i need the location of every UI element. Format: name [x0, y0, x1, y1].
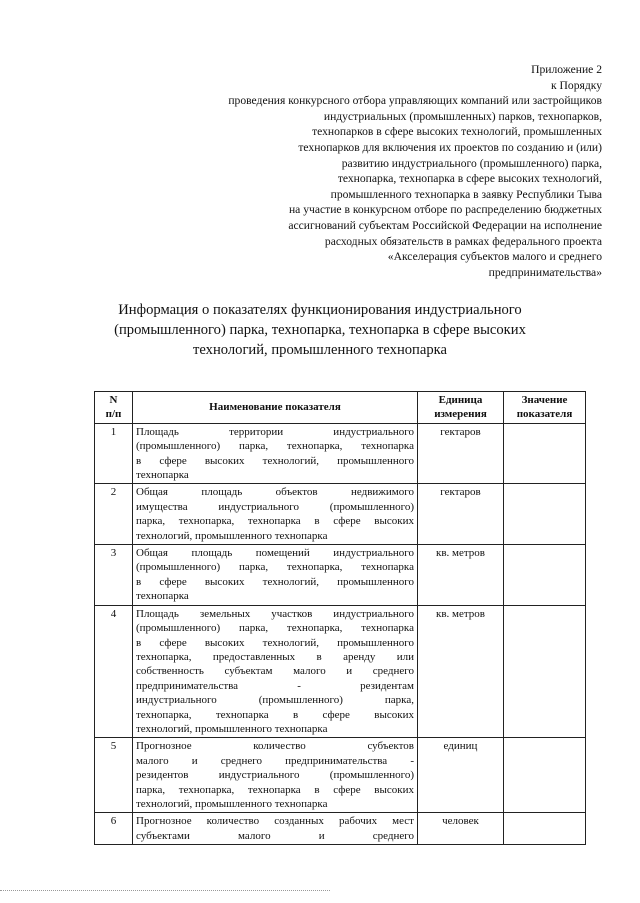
indicator-name-line: технопарка	[136, 590, 189, 603]
unit-of-measure: кв. метров	[418, 545, 504, 606]
unit-of-measure: гектаров	[418, 484, 504, 545]
appendix-line: к Порядку	[551, 78, 602, 92]
indicator-name	[133, 813, 418, 845]
appendix-line: промышленного технопарка в заявку Республики Тыва	[330, 187, 602, 201]
indicator-name	[133, 605, 418, 738]
indicator-name-line: технологий, промышленного технопарка	[136, 529, 328, 542]
table-row	[95, 545, 586, 606]
appendix-line: технопарка, технопарка в сфере высоких технологий,	[337, 172, 602, 186]
indicator-name-line: технологий, промышленного технопарка	[136, 797, 328, 810]
indicator-value	[504, 605, 586, 738]
table-row	[95, 738, 586, 813]
header-value-line1: Значение	[521, 394, 568, 406]
row-number: 2	[95, 484, 133, 545]
header-num	[95, 392, 133, 424]
unit-of-measure: кв. метров	[418, 605, 504, 738]
appendix-line: расходных обязательств в рамках федерального проекта	[324, 234, 602, 248]
appendix-line: на участие в конкурсном отборе по распределению бюджетных	[288, 203, 602, 217]
header-unit-line1: Единица	[438, 394, 483, 406]
indicator-name	[133, 423, 418, 484]
row-number: 4	[95, 605, 133, 738]
table-row	[95, 484, 586, 545]
indicator-name-line: в сфере высоких технологий, промышленного	[136, 636, 414, 649]
header-unit-line2: измерения	[434, 408, 487, 421]
indicator-name-line: технопарка	[136, 469, 189, 482]
indicator-name-line: субъектами малого и среднего	[136, 829, 414, 842]
appendix-line: Приложение 2	[531, 63, 602, 76]
row-number: 5	[95, 738, 133, 813]
indicator-name-line: резидентов индустриального (промышленного)	[136, 769, 414, 782]
indicator-name-line: Прогнозное количество созданных рабочих мест	[136, 815, 414, 828]
indicator-name-line: (промышленного) парка, технопарка, технопарка	[136, 622, 414, 635]
indicator-value	[504, 484, 586, 545]
indicator-name-line: Общая площадь помещений индустриального	[136, 547, 414, 560]
appendix-line: предпринимательства»	[488, 265, 602, 279]
indicator-name-line: в сфере высоких технологий, промышленного	[136, 575, 414, 588]
indicator-name-line: имущества индустриального (промышленного)	[136, 500, 414, 513]
indicator-value	[504, 423, 586, 484]
indicator-name-line: парка, технопарка, технопарка в сфере высоких	[136, 783, 414, 796]
indicator-name-line: парка, технопарка, технопарка в сфере высоких	[136, 515, 414, 528]
indicator-name	[133, 484, 418, 545]
appendix-line: развитию индустриального (промышленного) парка,	[341, 156, 602, 170]
indicator-value	[504, 738, 586, 813]
header-value	[504, 392, 586, 424]
indicator-name-line: (промышленного) парка, технопарка, технопарка	[136, 440, 414, 453]
row-number: 1	[95, 423, 133, 484]
indicator-value	[504, 545, 586, 606]
indicator-name-line: технопарка, предоставленных в аренду или	[136, 650, 414, 663]
appendix-line: проведения конкурсного отбора управляющих компаний или застройщиков	[228, 94, 602, 108]
appendix-line: технопарков для включения их проектов по созданию и (или)	[298, 140, 602, 154]
title-line: (промышленного) парка, технопарка, технопарка в сфере высоких	[114, 322, 526, 338]
indicator-name-line: предпринимательства - резидентам	[136, 679, 414, 692]
indicator-name-line: собственность субъектам малого и среднего	[136, 665, 414, 678]
title-line: технологий, промышленного технопарка	[192, 342, 447, 358]
row-number: 3	[95, 545, 133, 606]
header-value-line2: показателя	[516, 408, 573, 421]
header-num-line2: п/п	[105, 408, 122, 421]
indicator-name-line: малого и среднего предпринимательства -	[136, 754, 414, 767]
indicator-name-line: технопарка, технопарка в сфере высоких	[136, 708, 414, 721]
footer-divider	[0, 890, 330, 891]
indicator-name-line: технологий, промышленного технопарка	[136, 722, 328, 735]
unit-of-measure: человек	[418, 813, 504, 845]
indicator-name-line: (промышленного) парка, технопарка, технопарка	[136, 561, 414, 574]
indicator-name-line: индустриального (промышленного) парка,	[136, 694, 414, 707]
document-title	[110, 300, 530, 360]
unit-of-measure: единиц	[418, 738, 504, 813]
table-row	[95, 605, 586, 738]
appendix-line: технопарков в сфере высоких технологий, промышленных	[312, 125, 602, 139]
appendix-header	[142, 62, 602, 280]
header-unit	[418, 392, 504, 424]
header-num-line1: N	[109, 394, 118, 406]
title-line: Информация о показателях функционирования индустриального	[118, 302, 522, 318]
table-row	[95, 423, 586, 484]
indicator-value	[504, 813, 586, 845]
indicator-name-line: Площадь территории индустриального	[136, 425, 414, 438]
table-header-row	[95, 392, 586, 424]
indicators-table	[94, 391, 586, 845]
row-number: 6	[95, 813, 133, 845]
indicator-name-line: Прогнозное количество субъектов	[136, 740, 414, 753]
indicator-name-line: в сфере высоких технологий, промышленного	[136, 454, 414, 467]
header-name: Наименование показателя	[133, 392, 418, 424]
appendix-line: индустриальных (промышленных) парков, технопарков,	[323, 109, 602, 123]
indicator-name-line: Площадь земельных участков индустриального	[136, 607, 414, 620]
unit-of-measure: гектаров	[418, 423, 504, 484]
indicator-name-line: Общая площадь объектов недвижимого	[136, 486, 414, 499]
indicator-name	[133, 738, 418, 813]
appendix-line: «Акселерация субъектов малого и среднего	[387, 250, 602, 264]
indicator-name	[133, 545, 418, 606]
appendix-line: ассигнований субъектам Российской Федерации на исполнение	[288, 218, 602, 232]
table-row	[95, 813, 586, 845]
